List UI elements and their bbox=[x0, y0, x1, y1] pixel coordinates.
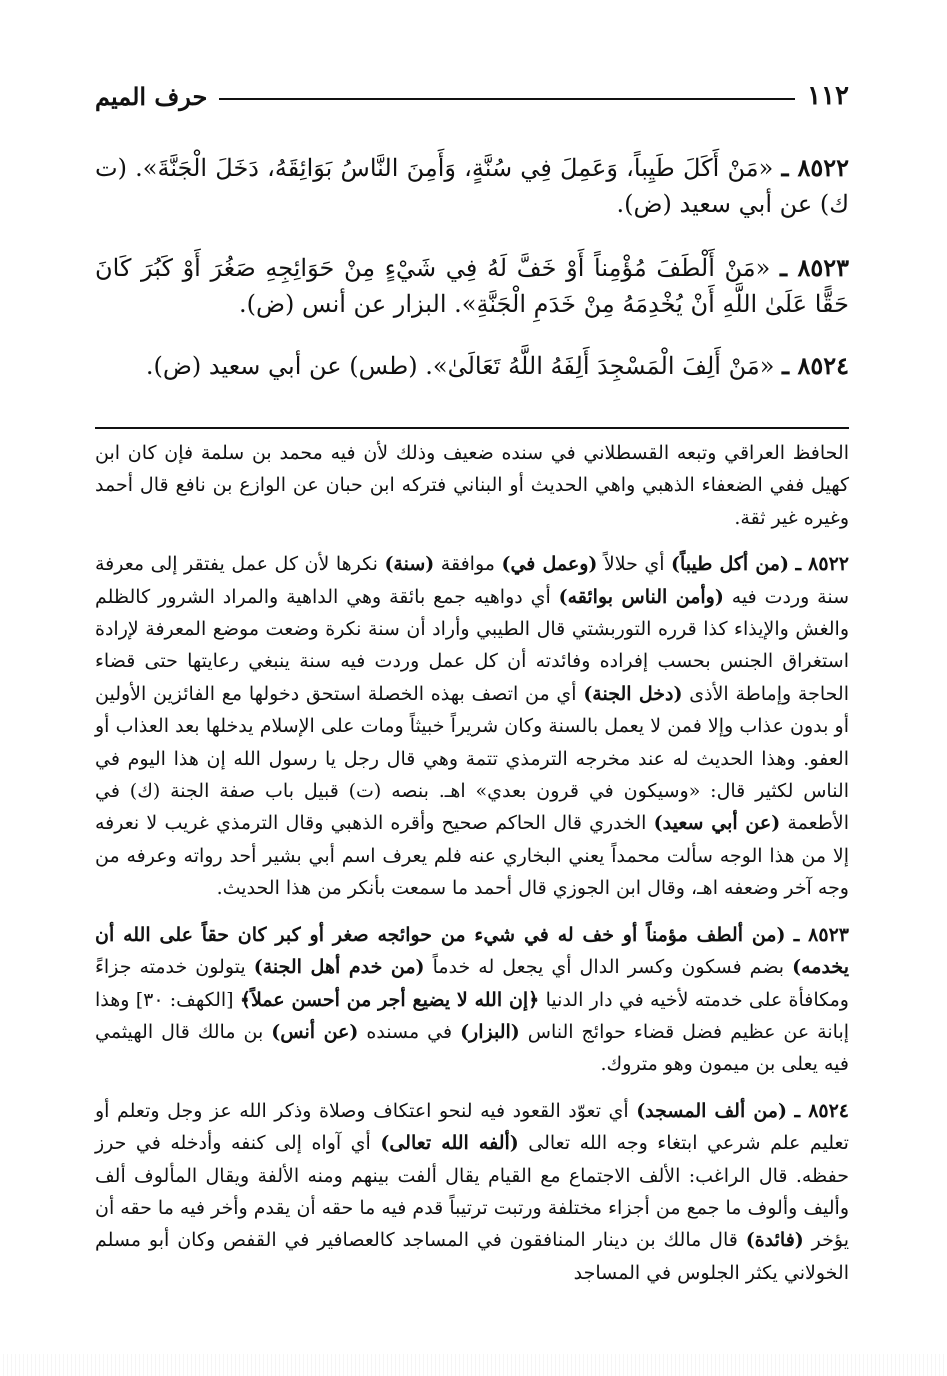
hadith-number: ٨٥٢٣ ـ bbox=[780, 253, 849, 282]
commentary-bold: (من ألف المسجد) bbox=[636, 1099, 787, 1122]
hadith-source: (طس) عن أبي سعيد (ض). bbox=[145, 352, 418, 380]
commentary-text: نكرها لأن كل عمل يفتقر إلى معرفة سنة وردت فيه bbox=[95, 553, 850, 608]
commentary-text: أي دواهيه جمع بائقة وهي الداهية والمراد الشرور كالظلم والغش والإيذاء كذا قرره التوربشتي قال الطيبي وأراد أن سنة نكرة وضعت موضع المعرفة لإرادة استغراق الجنس بحسب إفراده وفائدته أن كل عمل وردت فيه سنة ينبغي رعايتها حتى قضاء الحاجة وإماطة الأذى bbox=[95, 585, 849, 705]
commentary-number: ٨٥٢٢ ـ bbox=[795, 553, 849, 576]
commentary-text: يتولون خدمته جزاءً ومكافأة على خدمته لأخيه في دار الدنيا bbox=[95, 956, 849, 1011]
commentary-8523 bbox=[95, 919, 849, 1081]
hadith-8524 bbox=[95, 348, 849, 384]
commentary-8524 bbox=[95, 1095, 849, 1289]
scan-noise bbox=[0, 1354, 947, 1376]
hadith-text: «مَنْ أَلْطَفَ مُؤْمِناً أَوْ خَفَّ لَهُ فِي شَيْءٍ مِنْ حَوَائِجِهِ صَغُرَ أَوْ كَبُرَ كَانَ حَقًّا عَلَىٰ اللَّهِ أَنْ يُخْدِمَهُ مِنْ خَدَمِ الْجَنَّةِ». bbox=[95, 254, 849, 318]
footnote-separator bbox=[95, 427, 849, 429]
hadith-8523 bbox=[95, 250, 849, 322]
commentary-bold: (سنة) bbox=[384, 553, 435, 576]
commentary-bold: (من أكل طيباً) bbox=[671, 553, 789, 576]
hadith-8522 bbox=[95, 150, 849, 222]
page-header bbox=[95, 78, 849, 114]
commentary-bold: (من ألطف مؤمناً أو خف له في شيء من حوائجه صغر أو كبر كان حقاً على الله أن يخدمه) bbox=[95, 923, 849, 979]
commentary-bold: (فائدة) bbox=[745, 1229, 804, 1252]
commentary-number: ٨٥٢٤ ـ bbox=[794, 1099, 850, 1122]
hadith-number: ٨٥٢٢ ـ bbox=[781, 153, 849, 182]
commentary-bold: (عن أبي سعيد) bbox=[653, 812, 781, 835]
commentary-bold: (ألفه الله تعالى) bbox=[380, 1132, 519, 1155]
hadith-text: «مَنْ أَكَلَ طَيِباً، وَعَمِلَ فِي سُنَّةٍ، وَأَمِنَ النَّاسُ بَوَائِقَهُ، دَخَلَ الْجَنَّةَ». bbox=[135, 154, 774, 182]
commentary-text: أي حلالاً bbox=[597, 553, 672, 576]
commentary-text: قال مالك بن دينار المنافقون في المساجد كالعصافير في القفص وكان أبو مسلم الخولاني يكثر الجلوس في المساجد bbox=[95, 1229, 849, 1284]
commentary-text: بضم فسكون وكسر الدال أي يجعل له خدماً bbox=[424, 956, 793, 979]
commentary-bold: (البزار) bbox=[460, 1020, 520, 1043]
commentary-bold: (وعمل في) bbox=[501, 553, 598, 576]
commentary-text: موافقة bbox=[434, 553, 502, 576]
commentary-paragraph: الحافظ العراقي وتبعه القسطلاني في سنده ضعيف وذلك لأن فيه محمد بن سلمة فإن كان ابن كهيل ففي الضعفاء الذهبي واهي الحديث أو البناني فتركه ابن حبان عن الوازع بن نافع قال أحمد وغيره غير ثقة. bbox=[95, 442, 849, 529]
commentary-number: ٨٥٢٣ ـ bbox=[793, 923, 849, 946]
commentary-text: في مسنده bbox=[358, 1020, 461, 1043]
header-rule bbox=[219, 98, 795, 100]
commentary-text: أي آواه إلى كنفه وأدخله في حرز حفظه. قال الراغب: الألف الاجتماع مع القيام يقال ألفت بينهم ومنه الألفة ويقال المألوف ألف وأليف وألوف ما جمع من أجزاء مختلفة ورتبت ترتيباً قدم فيه ما حقه أن يقدم وأخر فيه ما حقه أن يؤخر bbox=[95, 1132, 850, 1252]
hadith-text: «مَنْ أَلِفَ الْمَسْجِدَ أَلِفَهُ اللَّهُ تَعَالَىٰ». bbox=[425, 352, 775, 380]
commentary-bold: (دخل الجنة) bbox=[583, 682, 683, 705]
commentary-text: الخدري قال الحاكم صحيح وأقره الذهبي وقال الترمذي غريب لا نعرفه إلا من هذا الوجه سألت محمداً يعني البخاري عنه فلم يعرف اسم أبي بشير أحد رواته وعرفه من وجه آخر وضعفه اهـ، وقال ابن الجوزي قال أحمد ما سمعت بأنكر من هذا الحديث. bbox=[95, 812, 849, 900]
commentary-text: بن مالك قال الهيثمي فيه يعلى بن ميمون وهو متروك. bbox=[95, 1020, 849, 1076]
commentary-8522 bbox=[95, 548, 849, 904]
commentary-text: أي تعوّد القعود فيه لنحو اعتكاف وصلاة وذكر الله عز وجل وتعلم أو تعليم علم شرعي ابتغاء وجه الله تعالى bbox=[95, 1099, 849, 1155]
hadith-number: ٨٥٢٤ ـ bbox=[782, 351, 849, 380]
commentary-text: [الكهف: ٣٠] وهذا إبانة عن عظيم فضل قضاء حوائج الناس bbox=[95, 988, 850, 1043]
page-number: ١١٢ bbox=[807, 81, 849, 111]
commentary-text: أي من اتصف بهذه الخصلة استحق دخولها مع الفائزين الأولين أو بدون عذاب وإلا فمن لا يعمل بالسنة وكان شريراً خبيثاً ومات على الإسلام يدخلها بعد العذاب أو العفو. وهذا الحديث له عند مخرجه الترمذي تتمة وهي قال رجل يا رسول الله إن هذا اليوم في الناس لكثير قال: «وسيكون في قرون بعدي» اهـ. بنصه (ت) قبيل باب صفة الجنة (ك) في الأطعمة bbox=[95, 682, 849, 835]
commentary-bold: (وأمن الناس بوائقه) bbox=[558, 585, 724, 608]
commentary-bold: (عن أنس) bbox=[271, 1020, 359, 1043]
hadith-source: البزار عن أنس (ض). bbox=[238, 290, 447, 318]
commentary bbox=[95, 437, 849, 1303]
commentary-bold: (من خدم أهل الجنة) bbox=[253, 956, 425, 979]
hadith-source: (ت ك) عن أبي سعيد (ض). bbox=[95, 154, 849, 218]
commentary-bold: ﴿إن الله لا يضيع أجر من أحسن عملاً﴾ bbox=[239, 988, 540, 1011]
chapter-title: حرف الميم bbox=[95, 81, 208, 111]
